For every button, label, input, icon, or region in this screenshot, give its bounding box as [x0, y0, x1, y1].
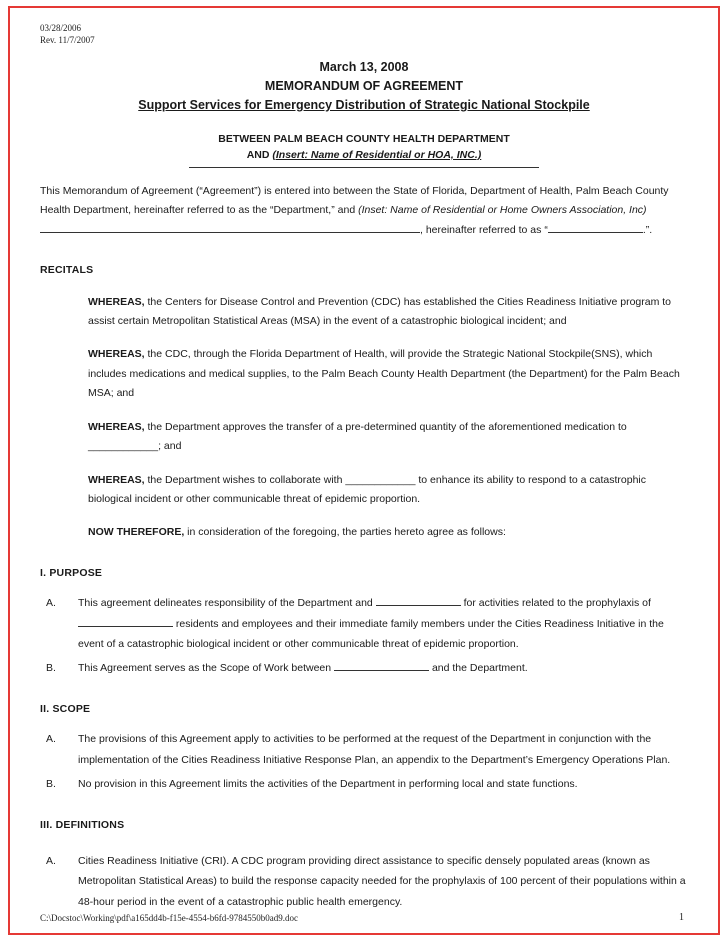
scan-border-right — [718, 6, 720, 935]
footer-page-number: 1 — [679, 912, 684, 923]
intro-paragraph — [40, 182, 688, 240]
recital-lead-5: NOW THEREFORE, — [88, 526, 185, 539]
party-and-label: AND — [246, 148, 270, 161]
list-item — [40, 593, 688, 654]
list-text-1: This Agreement serves as the Scope of Work between — [78, 662, 335, 675]
list-text-2: and the Department. — [429, 662, 528, 675]
recital-text-5: in consideration of the foregoing, the parties hereto agree as follows: — [184, 526, 506, 539]
list-text-1: The provisions of this Agreement apply to activities to be performed at the request of the Department in conjunction with the implementation of the Cities Readiness Initiative Response Plan, an appendix to the Department’s Emergency Operations Plan. — [78, 733, 671, 766]
list-item — [40, 729, 688, 770]
list-text-1: This agreement delineates responsibility of the Department and — [78, 597, 376, 610]
parties-block — [40, 131, 688, 169]
recital-item-3 — [40, 418, 688, 457]
list-item — [40, 851, 688, 912]
list-text-3: residents and employees and their immediate family members under the Cities Readiness Initiative in the event of a catastrophic biological incident or other communicable threat of epidemic proportion. — [78, 617, 664, 651]
list-marker: B. — [46, 662, 56, 675]
party-signature-rule — [189, 166, 539, 168]
document-content — [40, 22, 688, 920]
document-title: MEMORANDUM OF AGREEMENT — [264, 79, 464, 94]
list-marker: A. — [46, 597, 56, 610]
party-line-1: BETWEEN PALM BEACH COUNTY HEALTH DEPARTMENT — [218, 132, 510, 145]
section-list-scope — [40, 729, 688, 794]
intro-text-1: This Memorandum of Agreement (“Agreement”) is entered into between the State of Florida, Department of Health, Palm Beach County Health Department, hereinafter referred to as the “Department,” and — [40, 185, 669, 217]
section-list-purpose — [40, 593, 688, 679]
intro-italic-insert: (Inset: Name of Residential or Home Owners Association, Inc) — [358, 204, 647, 217]
list-item — [40, 774, 688, 794]
recital-text-2: the CDC, through the Florida Department of Health, will provide the Strategic National Stockpile(SNS), which includes medications and medical supplies, to the Palm Beach County Health Department (the Department) for the Palm Beach MSA; and — [88, 348, 680, 400]
purpose-blank-3 — [334, 670, 429, 671]
stamp-date: 03/28/2006 — [40, 23, 82, 33]
recitals-heading: RECITALS — [40, 264, 94, 277]
recital-lead-3: WHEREAS, — [88, 420, 145, 433]
recital-item-1 — [40, 293, 688, 332]
recital-lead-2: WHEREAS, — [88, 348, 145, 361]
title-block — [40, 58, 688, 114]
recital-lead-4: WHEREAS, — [88, 473, 145, 486]
revision-stamp — [40, 22, 688, 46]
intro-blank-2 — [548, 232, 643, 233]
list-text-1: Cities Readiness Initiative (CRI). A CDC program providing direct assistance to specific densely populated areas (known as Metropolitan Statistical Areas) to build the response capacity needed for the prophylaxis of 100 percent of their populations within a 48-hour period in the event of a catastrophic public health emergency. — [78, 854, 686, 908]
purpose-blank-1 — [376, 605, 461, 606]
section-heading-purpose: I. PURPOSE — [40, 566, 103, 579]
recital-text-1: the Centers for Disease Control and Prevention (CDC) has established the Cities Readiness Initiative program to assist certain Metropolitan Statistical Areas (MSA) in the event of a catastrophic biological incident; and — [88, 295, 672, 328]
list-text-1: No provision in this Agreement limits the activities of the Department in performing local and state functions. — [78, 778, 578, 791]
scan-border-bottom — [8, 933, 720, 935]
section-list-definitions — [40, 851, 688, 912]
page-footer — [40, 912, 690, 923]
intro-text-3: .”. — [642, 223, 653, 236]
list-marker: B. — [46, 778, 56, 791]
party-insert-placeholder: (Insert: Name of Residential or HOA, INC.) — [272, 148, 482, 161]
footer-file-path: C:\Docstoc\Working\pdf\a165dd4b-f15e-4554-b6fd-9784550b0ad9.doc — [40, 913, 298, 923]
scan-border-top — [8, 6, 720, 8]
document-subtitle: Support Services for Emergency Distribution of Strategic National Stockpile — [138, 97, 590, 112]
list-marker: A. — [46, 854, 56, 867]
purpose-blank-2 — [78, 626, 173, 627]
recital-lead-1: WHEREAS, — [88, 295, 145, 308]
stamp-revision: Rev. 11/7/2007 — [40, 35, 95, 46]
list-marker: A. — [46, 733, 56, 746]
intro-blank-1 — [40, 232, 420, 233]
section-heading-definitions: III. DEFINITIONS — [40, 818, 125, 831]
document-date: March 13, 2008 — [319, 60, 409, 75]
recital-item-5 — [40, 523, 688, 542]
recital-item-4 — [40, 471, 688, 510]
recital-text-3: the Department approves the transfer of a pre-determined quantity of the aforementioned medication to ____________; and — [88, 420, 627, 453]
recital-text-4: the Department wishes to collaborate with ____________ to enhance its ability to respond to a catastrophic biological incident or other communicable threat of epidemic proportion. — [88, 473, 646, 505]
list-item — [40, 658, 688, 678]
scan-border-left — [8, 6, 10, 935]
list-text-2: for activities related to the prophylaxis of — [460, 597, 651, 610]
section-heading-scope: II. SCOPE — [40, 702, 91, 715]
party-line-2 — [40, 147, 688, 163]
intro-text-2: , hereinafter referred to as “ — [420, 223, 548, 236]
recital-item-2 — [40, 345, 688, 403]
